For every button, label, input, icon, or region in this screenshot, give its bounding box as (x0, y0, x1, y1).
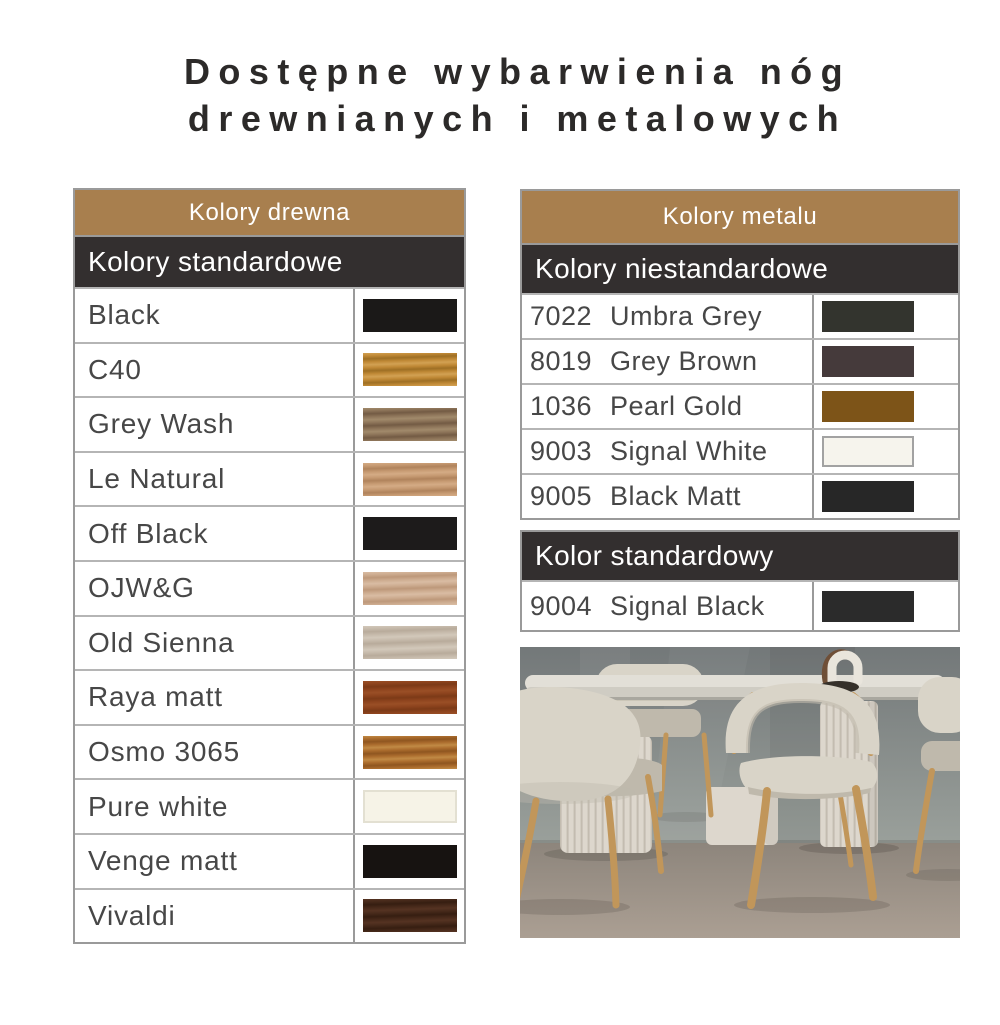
metal-color-name: Pearl Gold (610, 391, 743, 421)
wood-color-row (75, 342, 464, 397)
wood-color-row (75, 287, 464, 342)
wood-color-name: Grey Wash (88, 408, 235, 440)
metal-color-label (522, 385, 812, 428)
wood-color-swatch (363, 845, 457, 878)
wood-swatch-cell (353, 671, 464, 724)
metal-color-code: 1036 (530, 391, 593, 421)
dining-set-photo-svg (520, 647, 960, 938)
metal-color-row (522, 293, 958, 338)
wood-color-swatch (363, 736, 457, 769)
metal-color-label (522, 430, 812, 473)
wood-swatch-cell (353, 835, 464, 888)
metal-color-swatch (822, 301, 914, 332)
metal-color-name: Grey Brown (610, 346, 758, 376)
wood-swatch-cell (353, 890, 464, 943)
metal-table-subheader: Kolory niestandardowe (522, 245, 958, 293)
metal-color-label (522, 582, 812, 630)
page-title (35, 49, 1000, 143)
metal-color-row (522, 473, 958, 518)
dining-set-photo (520, 647, 960, 938)
wood-color-swatch (363, 899, 457, 932)
wood-swatch-cell (353, 617, 464, 670)
metal-swatch-cell (812, 475, 958, 518)
wood-table-header: Kolory drewna (75, 190, 464, 237)
metal-table-header: Kolory metalu (522, 191, 958, 245)
metal-swatch-cell (812, 385, 958, 428)
wood-color-row (75, 888, 464, 943)
metal-color-swatch (822, 481, 914, 512)
metal-color-code: 9004 (530, 590, 593, 621)
metal-color-name: Black Matt (610, 481, 742, 511)
wood-color-name: OJW&G (88, 572, 195, 604)
wood-color-row (75, 724, 464, 779)
page-title-line-1: Dostępne wybarwienia nóg (183, 51, 852, 92)
wood-swatch-cell (353, 344, 464, 397)
wood-color-row (75, 615, 464, 670)
wood-color-name: Off Black (88, 517, 209, 549)
metal-swatch-cell (812, 430, 958, 473)
metal-color-swatch (822, 391, 914, 422)
metal-color-code: 9005 (530, 481, 593, 511)
metal-color-swatch (822, 591, 914, 622)
wood-color-row (75, 505, 464, 560)
wood-color-name: Raya matt (88, 681, 223, 713)
wood-table-subheader: Kolory standardowe (75, 237, 464, 287)
wood-color-name: Old Sienna (88, 626, 235, 658)
wood-color-swatch (363, 626, 457, 659)
metal-standard-row (522, 580, 958, 630)
metal-colors-table (520, 189, 960, 520)
wood-color-name: Vivaldi (88, 899, 176, 931)
wood-color-row (75, 396, 464, 451)
wood-color-row (75, 833, 464, 888)
wood-color-row (75, 778, 464, 833)
metal-standard-table (520, 530, 960, 632)
metal-color-code: 8019 (530, 346, 593, 376)
metal-color-row (522, 428, 958, 473)
metal-color-label (522, 475, 812, 518)
wood-color-swatch (363, 463, 457, 496)
wood-color-row (75, 451, 464, 506)
wood-color-swatch (363, 572, 457, 605)
metal-standard-header: Kolor standardowy (522, 532, 958, 580)
wood-color-name: Venge matt (88, 845, 238, 877)
wood-color-name: Osmo 3065 (88, 736, 240, 768)
metal-color-row (522, 338, 958, 383)
metal-swatch-cell (812, 582, 958, 630)
wood-swatch-cell (353, 289, 464, 342)
metal-colors-column (520, 189, 960, 938)
metal-swatch-cell (812, 340, 958, 383)
metal-color-name: Signal White (610, 436, 768, 466)
wood-swatch-cell (353, 507, 464, 560)
wood-color-swatch (363, 790, 457, 823)
wood-swatch-cell (353, 453, 464, 506)
wood-colors-table (73, 188, 466, 944)
metal-color-label (522, 340, 812, 383)
wood-color-name: Pure white (88, 790, 229, 822)
wood-color-swatch (363, 353, 457, 386)
metal-color-code: 9003 (530, 436, 593, 466)
wood-color-swatch (363, 517, 457, 550)
wood-color-name: Black (88, 299, 161, 331)
wood-swatch-cell (353, 780, 464, 833)
metal-color-name: Umbra Grey (610, 301, 763, 331)
metal-color-swatch (822, 346, 914, 377)
metal-color-row (522, 383, 958, 428)
wood-swatch-cell (353, 398, 464, 451)
metal-color-code: 7022 (530, 301, 593, 331)
metal-color-name: Signal Black (610, 590, 765, 621)
wood-color-row (75, 669, 464, 724)
wood-color-row (75, 560, 464, 615)
wood-color-swatch (363, 681, 457, 714)
metal-swatch-cell (812, 295, 958, 338)
wood-swatch-cell (353, 562, 464, 615)
wood-color-name: C40 (88, 353, 142, 385)
wood-color-swatch (363, 299, 457, 332)
metal-color-label (522, 295, 812, 338)
wood-color-name: Le Natural (88, 463, 226, 495)
wood-swatch-cell (353, 726, 464, 779)
page-title-line-2: drewnianych i metalowych (187, 97, 848, 139)
metal-color-swatch (822, 436, 914, 467)
wood-color-swatch (363, 408, 457, 441)
